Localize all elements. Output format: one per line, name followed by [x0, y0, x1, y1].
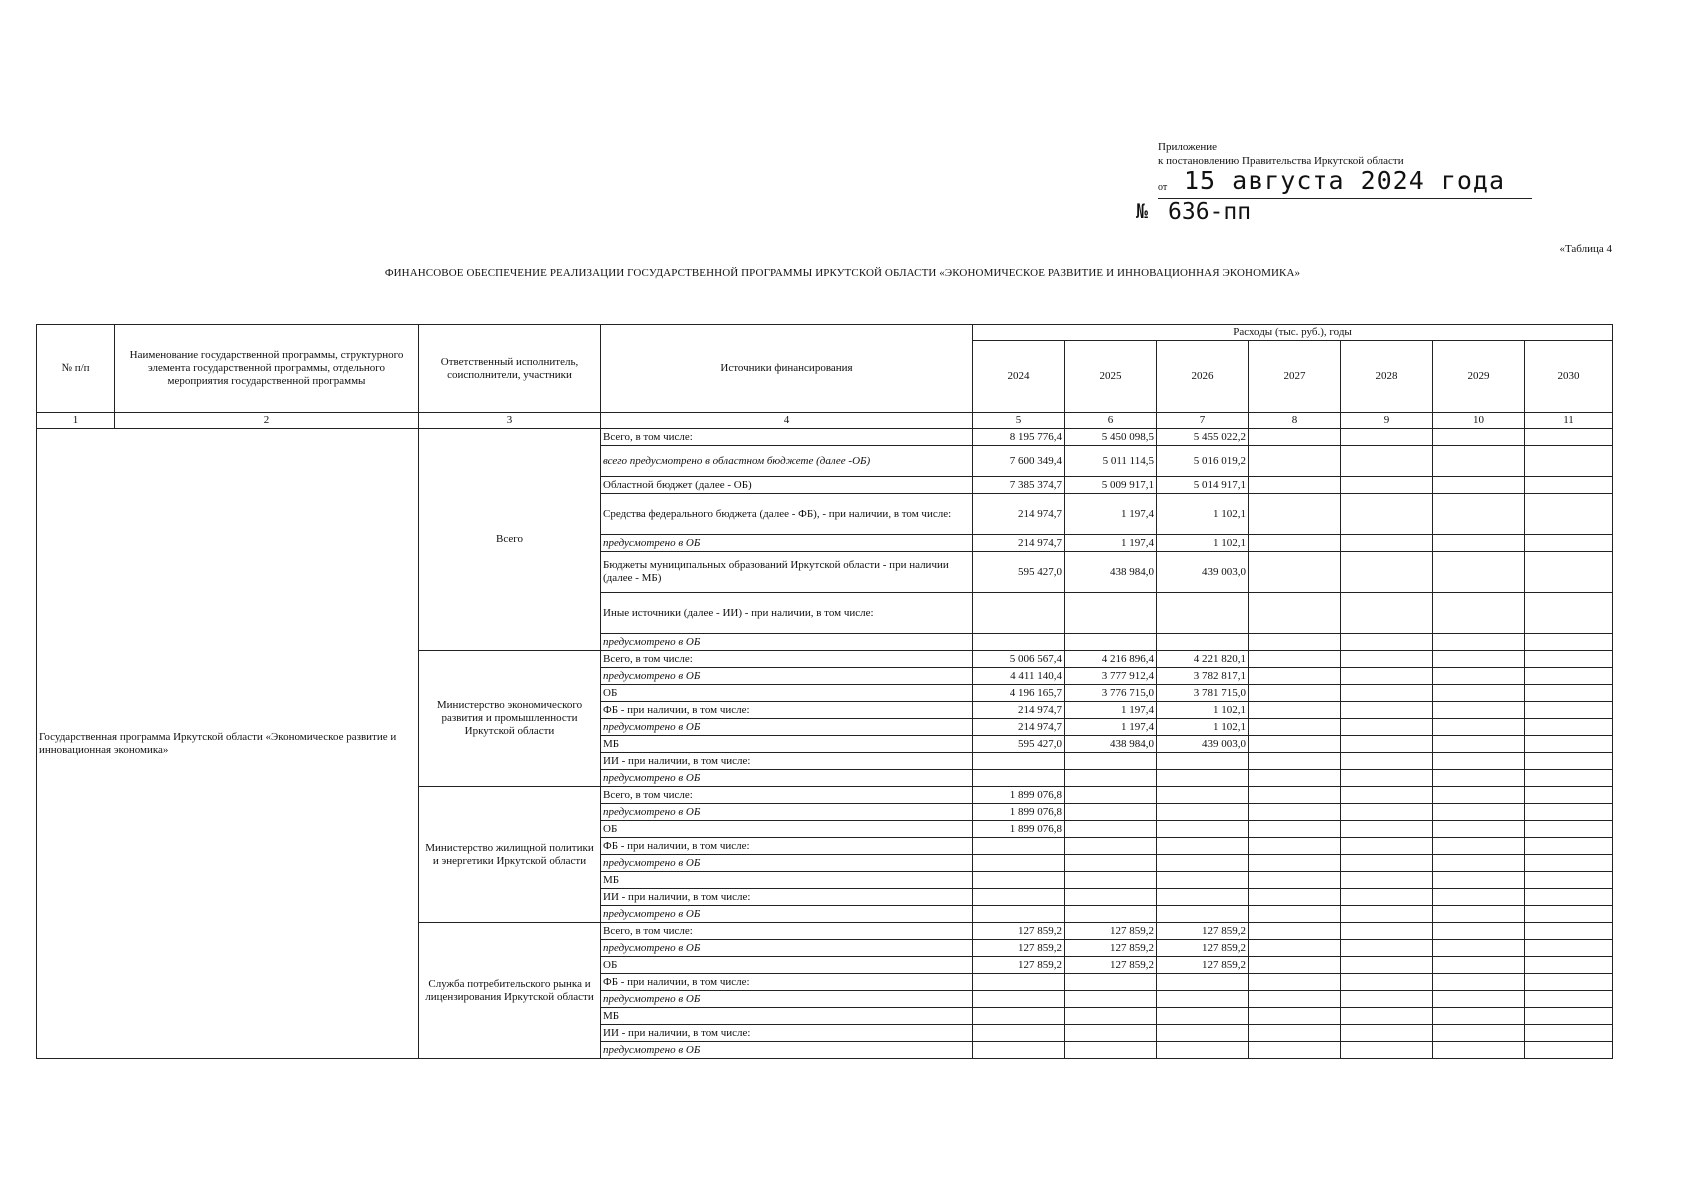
funding-source: ФБ - при наличии, в том числе:	[601, 702, 973, 719]
amount-cell	[1525, 429, 1613, 446]
amount-cell	[1525, 719, 1613, 736]
amount-cell: 4 196 165,7	[973, 685, 1065, 702]
funding-source: Всего, в том числе:	[601, 923, 973, 940]
amount-cell: 1 102,1	[1157, 494, 1249, 535]
amount-cell	[973, 974, 1065, 991]
amount-cell	[1065, 634, 1157, 651]
amount-cell: 1 197,4	[1065, 702, 1157, 719]
header-num: № п/п	[37, 325, 115, 413]
amount-cell	[1065, 838, 1157, 855]
funding-source: МБ	[601, 736, 973, 753]
amount-cell	[1157, 804, 1249, 821]
amount-cell	[1525, 804, 1613, 821]
amount-cell	[973, 906, 1065, 923]
column-number: 11	[1525, 413, 1613, 429]
header-name: Наименование государственной программы, структурного элемента государственной программы, отдельного мероприятия государственной программы	[115, 325, 419, 413]
amount-cell	[1249, 940, 1341, 957]
amount-cell: 3 777 912,4	[1065, 668, 1157, 685]
amount-cell	[1341, 702, 1433, 719]
amount-cell	[1157, 821, 1249, 838]
amount-cell	[1065, 1008, 1157, 1025]
amount-cell	[1249, 991, 1341, 1008]
column-number: 2	[115, 413, 419, 429]
funding-source: Бюджеты муниципальных образований Иркутской области - при наличии (далее - МБ)	[601, 552, 973, 593]
funding-source: предусмотрено в ОБ	[601, 668, 973, 685]
amount-cell	[1249, 974, 1341, 991]
amount-cell: 8 195 776,4	[973, 429, 1065, 446]
amount-cell	[1249, 494, 1341, 535]
amount-cell: 439 003,0	[1157, 552, 1249, 593]
header-year: 2024	[973, 341, 1065, 413]
amount-cell	[1525, 770, 1613, 787]
funding-source: Всего, в том числе:	[601, 429, 973, 446]
amount-cell	[1065, 787, 1157, 804]
amount-cell: 127 859,2	[1065, 940, 1157, 957]
amount-cell: 439 003,0	[1157, 736, 1249, 753]
amount-cell	[1525, 736, 1613, 753]
amount-cell	[1249, 446, 1341, 477]
amount-cell	[1249, 906, 1341, 923]
amount-cell	[1157, 889, 1249, 906]
amount-cell	[1525, 889, 1613, 906]
amount-cell	[1065, 804, 1157, 821]
amount-cell	[1249, 923, 1341, 940]
amount-cell	[1157, 753, 1249, 770]
header-year: 2028	[1341, 341, 1433, 413]
funding-source: ИИ - при наличии, в том числе:	[601, 753, 973, 770]
amount-cell	[1249, 593, 1341, 634]
program-name: Государственная программа Иркутской области «Экономическое развитие и инновационная экономика»	[37, 429, 419, 1059]
funding-source: предусмотрено в ОБ	[601, 719, 973, 736]
amount-cell	[1341, 494, 1433, 535]
amount-cell	[1525, 1042, 1613, 1059]
amount-cell	[1065, 1042, 1157, 1059]
amount-cell	[1525, 702, 1613, 719]
column-number: 7	[1157, 413, 1249, 429]
responsible-executor: Служба потребительского рынка и лицензирования Иркутской области	[419, 923, 601, 1059]
amount-cell	[1157, 974, 1249, 991]
funding-source: Всего, в том числе:	[601, 787, 973, 804]
amount-cell	[1525, 838, 1613, 855]
amount-cell	[1249, 872, 1341, 889]
amount-cell	[1065, 753, 1157, 770]
amount-cell	[1341, 429, 1433, 446]
amount-cell	[1433, 651, 1525, 668]
table-body	[37, 429, 1613, 1059]
amount-cell	[1341, 593, 1433, 634]
amount-cell	[1341, 477, 1433, 494]
amount-cell	[1525, 1025, 1613, 1042]
appendix-number-row	[1136, 199, 1530, 225]
amount-cell	[973, 634, 1065, 651]
amount-cell	[1341, 787, 1433, 804]
amount-cell	[1433, 906, 1525, 923]
funding-source: Средства федерального бюджета (далее - ФБ), - при наличии, в том числе:	[601, 494, 973, 535]
amount-cell	[1525, 787, 1613, 804]
amount-cell: 3 781 715,0	[1157, 685, 1249, 702]
funding-source: всего предусмотрено в областном бюджете (далее -ОБ)	[601, 446, 973, 477]
amount-cell	[1433, 991, 1525, 1008]
column-number: 4	[601, 413, 973, 429]
amount-cell	[1249, 535, 1341, 552]
amount-cell	[1249, 685, 1341, 702]
column-number: 10	[1433, 413, 1525, 429]
amount-cell: 1 197,4	[1065, 719, 1157, 736]
amount-cell	[1341, 974, 1433, 991]
amount-cell	[1341, 668, 1433, 685]
funding-source: предусмотрено в ОБ	[601, 940, 973, 957]
amount-cell	[973, 593, 1065, 634]
amount-cell: 1 899 076,8	[973, 804, 1065, 821]
amount-cell	[1341, 940, 1433, 957]
amount-cell: 127 859,2	[973, 940, 1065, 957]
column-number: 8	[1249, 413, 1341, 429]
header-year: 2027	[1249, 341, 1341, 413]
amount-cell: 595 427,0	[973, 736, 1065, 753]
document-title: ФИНАНСОВОЕ ОБЕСПЕЧЕНИЕ РЕАЛИЗАЦИИ ГОСУДАРСТВЕННОЙ ПРОГРАММЫ ИРКУТСКОЙ ОБЛАСТИ «ЭКОНОМИЧЕСКОЕ РАЗВИТИЕ И ИННОВАЦИОННАЯ ЭКОНОМИКА»	[384, 267, 1301, 279]
amount-cell	[1249, 719, 1341, 736]
appendix-number-sign: №	[1136, 199, 1149, 223]
amount-cell	[1525, 1008, 1613, 1025]
amount-cell	[1341, 923, 1433, 940]
amount-cell	[1065, 770, 1157, 787]
amount-cell	[1065, 821, 1157, 838]
amount-cell: 5 009 917,1	[1065, 477, 1157, 494]
appendix-date-row	[1158, 168, 1532, 199]
amount-cell	[1433, 1008, 1525, 1025]
amount-cell	[1341, 446, 1433, 477]
amount-cell: 127 859,2	[973, 923, 1065, 940]
amount-cell	[1157, 991, 1249, 1008]
appendix-line2: к постановлению Правительства Иркутской области	[1158, 155, 1404, 167]
amount-cell	[1249, 804, 1341, 821]
header-year: 2025	[1065, 341, 1157, 413]
amount-cell: 5 006 567,4	[973, 651, 1065, 668]
amount-cell	[1433, 753, 1525, 770]
amount-cell	[1341, 719, 1433, 736]
amount-cell	[1433, 855, 1525, 872]
amount-cell	[1525, 974, 1613, 991]
funding-source: Областной бюджет (далее - ОБ)	[601, 477, 973, 494]
amount-cell	[1525, 906, 1613, 923]
funding-source: предусмотрено в ОБ	[601, 906, 973, 923]
amount-cell: 7 600 349,4	[973, 446, 1065, 477]
amount-cell	[1433, 535, 1525, 552]
amount-cell	[1157, 838, 1249, 855]
amount-cell	[1341, 736, 1433, 753]
funding-source: ОБ	[601, 685, 973, 702]
column-number-row	[37, 413, 1613, 429]
amount-cell	[1341, 889, 1433, 906]
amount-cell	[1341, 1008, 1433, 1025]
appendix-number: 636-пп	[1168, 199, 1252, 225]
amount-cell	[1433, 1025, 1525, 1042]
amount-cell	[1249, 552, 1341, 593]
amount-cell	[1433, 477, 1525, 494]
column-number: 1	[37, 413, 115, 429]
amount-cell	[1065, 906, 1157, 923]
amount-cell	[1433, 821, 1525, 838]
funding-source: ФБ - при наличии, в том числе:	[601, 838, 973, 855]
amount-cell	[1341, 770, 1433, 787]
amount-cell	[1341, 634, 1433, 651]
responsible-executor: Всего	[419, 429, 601, 651]
amount-cell	[1525, 821, 1613, 838]
amount-cell	[1341, 651, 1433, 668]
amount-cell: 127 859,2	[1065, 923, 1157, 940]
amount-cell	[1341, 804, 1433, 821]
amount-cell	[1065, 889, 1157, 906]
amount-cell	[1341, 1042, 1433, 1059]
amount-cell: 1 102,1	[1157, 719, 1249, 736]
amount-cell: 1 899 076,8	[973, 821, 1065, 838]
amount-cell	[1157, 593, 1249, 634]
amount-cell	[973, 855, 1065, 872]
amount-cell: 214 974,7	[973, 719, 1065, 736]
amount-cell	[1341, 991, 1433, 1008]
amount-cell: 3 776 715,0	[1065, 685, 1157, 702]
amount-cell: 214 974,7	[973, 494, 1065, 535]
table-label: «Таблица 4	[1559, 243, 1612, 255]
amount-cell	[1157, 906, 1249, 923]
amount-cell	[1433, 923, 1525, 940]
funding-source: предусмотрено в ОБ	[601, 991, 973, 1008]
amount-cell	[1065, 855, 1157, 872]
amount-cell	[1433, 552, 1525, 593]
amount-cell	[973, 770, 1065, 787]
amount-cell	[1433, 719, 1525, 736]
amount-cell	[1525, 494, 1613, 535]
amount-cell	[1525, 957, 1613, 974]
funding-source: предусмотрено в ОБ	[601, 770, 973, 787]
amount-cell	[973, 872, 1065, 889]
amount-cell	[1065, 593, 1157, 634]
amount-cell	[1249, 736, 1341, 753]
amount-cell	[1249, 787, 1341, 804]
amount-cell: 438 984,0	[1065, 736, 1157, 753]
amount-cell	[1249, 1025, 1341, 1042]
amount-cell: 1 197,4	[1065, 494, 1157, 535]
amount-cell	[1433, 634, 1525, 651]
amount-cell	[1525, 593, 1613, 634]
amount-cell	[1341, 535, 1433, 552]
amount-cell	[1157, 855, 1249, 872]
header-sources: Источники финансирования	[601, 325, 973, 413]
amount-cell	[1249, 855, 1341, 872]
amount-cell	[1341, 821, 1433, 838]
amount-cell	[1433, 668, 1525, 685]
amount-cell	[973, 991, 1065, 1008]
amount-cell	[1249, 753, 1341, 770]
amount-cell	[1525, 651, 1613, 668]
amount-cell	[1433, 940, 1525, 957]
amount-cell	[973, 1008, 1065, 1025]
amount-cell: 1 197,4	[1065, 535, 1157, 552]
amount-cell: 127 859,2	[973, 957, 1065, 974]
appendix-date: 15 августа 2024 года	[1184, 166, 1506, 195]
amount-cell	[1525, 940, 1613, 957]
amount-cell: 438 984,0	[1065, 552, 1157, 593]
amount-cell	[1249, 634, 1341, 651]
amount-cell: 1 102,1	[1157, 535, 1249, 552]
amount-cell	[1065, 991, 1157, 1008]
amount-cell	[1525, 685, 1613, 702]
amount-cell	[1341, 906, 1433, 923]
amount-cell	[1249, 651, 1341, 668]
amount-cell	[1525, 855, 1613, 872]
amount-cell: 1 899 076,8	[973, 787, 1065, 804]
amount-cell	[1249, 429, 1341, 446]
amount-cell	[1433, 429, 1525, 446]
amount-cell	[1433, 685, 1525, 702]
amount-cell	[1433, 804, 1525, 821]
amount-cell	[1249, 1008, 1341, 1025]
amount-cell	[1433, 770, 1525, 787]
financing-table	[36, 324, 1613, 1059]
funding-source: ИИ - при наличии, в том числе:	[601, 1025, 973, 1042]
funding-source: предусмотрено в ОБ	[601, 855, 973, 872]
amount-cell	[1525, 552, 1613, 593]
amount-cell: 1 102,1	[1157, 702, 1249, 719]
appendix-line1: Приложение	[1158, 141, 1218, 153]
amount-cell	[1341, 552, 1433, 593]
amount-cell	[1341, 855, 1433, 872]
amount-cell	[1341, 872, 1433, 889]
funding-source: Иные источники (далее - ИИ) - при наличии, в том числе:	[601, 593, 973, 634]
amount-cell: 4 216 896,4	[1065, 651, 1157, 668]
amount-cell	[1433, 957, 1525, 974]
amount-cell: 3 782 817,1	[1157, 668, 1249, 685]
amount-cell	[1157, 787, 1249, 804]
funding-source: предусмотрено в ОБ	[601, 535, 973, 552]
amount-cell	[1065, 872, 1157, 889]
amount-cell: 127 859,2	[1065, 957, 1157, 974]
amount-cell	[1341, 1025, 1433, 1042]
appendix-ot: от	[1158, 182, 1168, 193]
amount-cell: 595 427,0	[973, 552, 1065, 593]
header-year: 2026	[1157, 341, 1249, 413]
amount-cell	[1525, 668, 1613, 685]
amount-cell: 5 455 022,2	[1157, 429, 1249, 446]
amount-cell	[1525, 753, 1613, 770]
header-year: 2030	[1525, 341, 1613, 413]
amount-cell	[1525, 446, 1613, 477]
amount-cell	[1525, 991, 1613, 1008]
amount-cell	[1433, 838, 1525, 855]
amount-cell	[1433, 974, 1525, 991]
responsible-executor: Министерство жилищной политики и энергетики Иркутской области	[419, 787, 601, 923]
amount-cell	[1157, 634, 1249, 651]
amount-cell	[1249, 821, 1341, 838]
amount-cell: 127 859,2	[1157, 940, 1249, 957]
amount-cell	[1157, 1025, 1249, 1042]
amount-cell	[1433, 1042, 1525, 1059]
amount-cell	[1525, 872, 1613, 889]
funding-source: Всего, в том числе:	[601, 651, 973, 668]
funding-source: ОБ	[601, 821, 973, 838]
amount-cell	[1341, 838, 1433, 855]
amount-cell	[1433, 702, 1525, 719]
funding-source: ИИ - при наличии, в том числе:	[601, 889, 973, 906]
amount-cell	[973, 889, 1065, 906]
amount-cell: 5 014 917,1	[1157, 477, 1249, 494]
funding-source: предусмотрено в ОБ	[601, 634, 973, 651]
header-expenses: Расходы (тыс. руб.), годы	[973, 325, 1613, 341]
amount-cell	[1249, 957, 1341, 974]
amount-cell	[1433, 736, 1525, 753]
amount-cell: 214 974,7	[973, 702, 1065, 719]
amount-cell	[1433, 494, 1525, 535]
amount-cell	[973, 753, 1065, 770]
funding-source: МБ	[601, 872, 973, 889]
funding-source: предусмотрено в ОБ	[601, 804, 973, 821]
amount-cell	[1157, 770, 1249, 787]
header-responsible: Ответственный исполнитель, соисполнители, участники	[419, 325, 601, 413]
amount-cell	[1249, 889, 1341, 906]
amount-cell	[1249, 838, 1341, 855]
column-number: 5	[973, 413, 1065, 429]
amount-cell: 5 011 114,5	[1065, 446, 1157, 477]
amount-cell	[1249, 702, 1341, 719]
amount-cell	[1341, 685, 1433, 702]
amount-cell	[973, 1042, 1065, 1059]
table-row	[37, 429, 1613, 446]
amount-cell	[1525, 477, 1613, 494]
amount-cell	[1249, 770, 1341, 787]
amount-cell	[1433, 446, 1525, 477]
amount-cell: 4 411 140,4	[973, 668, 1065, 685]
amount-cell	[973, 1025, 1065, 1042]
appendix-stamp	[1136, 140, 1530, 225]
funding-source: предусмотрено в ОБ	[601, 1042, 973, 1059]
amount-cell	[1157, 1008, 1249, 1025]
amount-cell: 4 221 820,1	[1157, 651, 1249, 668]
amount-cell	[973, 838, 1065, 855]
amount-cell	[1065, 1025, 1157, 1042]
amount-cell	[1525, 923, 1613, 940]
amount-cell	[1341, 753, 1433, 770]
amount-cell: 214 974,7	[973, 535, 1065, 552]
funding-source: ОБ	[601, 957, 973, 974]
column-number: 3	[419, 413, 601, 429]
column-number: 6	[1065, 413, 1157, 429]
amount-cell	[1249, 668, 1341, 685]
amount-cell	[1341, 957, 1433, 974]
funding-source: МБ	[601, 1008, 973, 1025]
amount-cell	[1157, 872, 1249, 889]
amount-cell	[1249, 477, 1341, 494]
amount-cell	[1249, 1042, 1341, 1059]
amount-cell: 5 450 098,5	[1065, 429, 1157, 446]
funding-source: ФБ - при наличии, в том числе:	[601, 974, 973, 991]
responsible-executor: Министерство экономического развития и промышленности Иркутской области	[419, 651, 601, 787]
amount-cell	[1525, 634, 1613, 651]
amount-cell	[1433, 872, 1525, 889]
amount-cell: 5 016 019,2	[1157, 446, 1249, 477]
header-year: 2029	[1433, 341, 1525, 413]
amount-cell	[1065, 974, 1157, 991]
amount-cell	[1157, 1042, 1249, 1059]
amount-cell	[1433, 787, 1525, 804]
amount-cell	[1433, 593, 1525, 634]
amount-cell: 7 385 374,7	[973, 477, 1065, 494]
amount-cell	[1525, 535, 1613, 552]
amount-cell: 127 859,2	[1157, 957, 1249, 974]
amount-cell: 127 859,2	[1157, 923, 1249, 940]
amount-cell	[1433, 889, 1525, 906]
column-number: 9	[1341, 413, 1433, 429]
